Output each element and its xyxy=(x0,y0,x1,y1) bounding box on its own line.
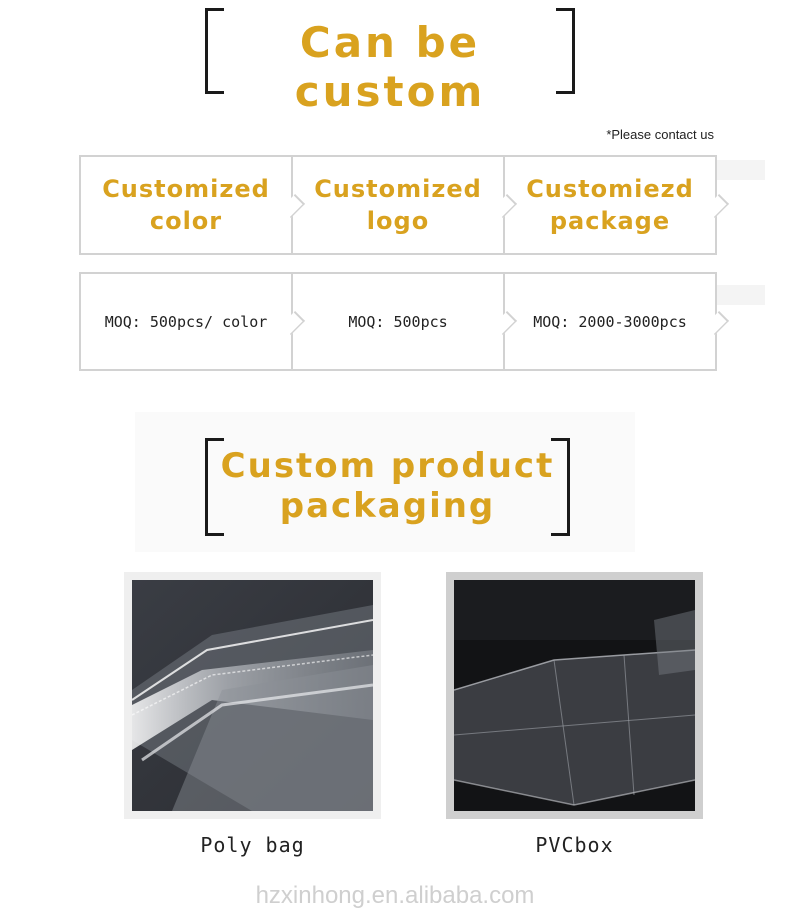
moq-logo: MOQ: 500pcs xyxy=(291,272,505,371)
custom-options-row xyxy=(79,155,717,255)
product-pvc-box xyxy=(446,572,703,819)
option-customized-package xyxy=(503,155,717,255)
pvc-box-illustration xyxy=(454,580,695,811)
option-line1: Customized xyxy=(102,175,270,203)
option-customized-logo xyxy=(291,155,505,255)
watermark: hzxinhong.en.alibaba.com xyxy=(255,882,535,909)
option-customized-color xyxy=(79,155,293,255)
option-line2: logo xyxy=(366,207,430,235)
option-line2: color xyxy=(149,207,223,235)
option-line1: Customized xyxy=(314,175,482,203)
heading-line2: packaging xyxy=(279,486,496,526)
poly-bag-illustration xyxy=(132,580,373,811)
caption-pvc-box: PVCbox xyxy=(535,833,614,857)
ghost-strip xyxy=(717,285,765,305)
moq-color: MOQ: 500pcs/ color xyxy=(79,272,293,371)
heading-line1: Custom product xyxy=(220,446,555,486)
heading-custom-packaging xyxy=(205,446,570,526)
poly-bag-image xyxy=(132,580,373,811)
pvc-box-image xyxy=(454,580,695,811)
title-custom-packaging xyxy=(205,438,570,530)
ghost-strip xyxy=(717,160,765,180)
product-poly-bag xyxy=(124,572,381,819)
moq-row xyxy=(79,272,717,371)
moq-package: MOQ: 2000-3000pcs xyxy=(503,272,717,371)
heading-can-be-custom: Can be custom xyxy=(294,18,486,116)
caption-poly-bag: Poly bag xyxy=(200,833,305,857)
contact-note: *Please contact us xyxy=(606,127,714,142)
title-can-be-custom xyxy=(205,8,575,116)
option-line1: Customiezd xyxy=(526,175,694,203)
option-line2: package xyxy=(549,207,671,235)
